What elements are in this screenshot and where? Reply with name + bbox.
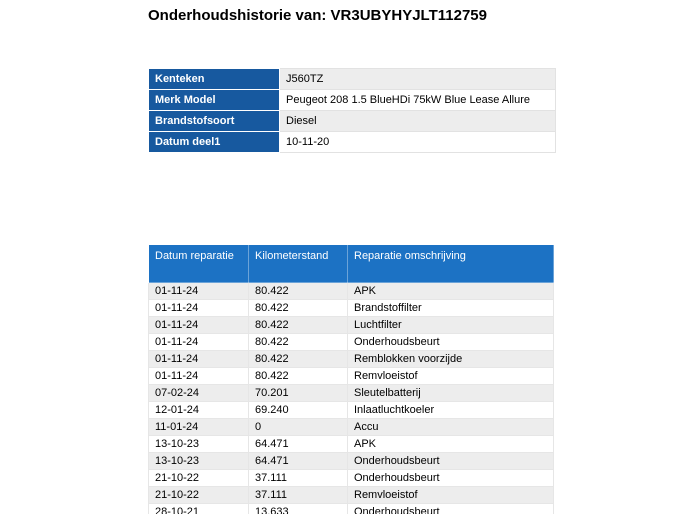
table-cell: Remvloeistof [348,368,554,385]
vehicle-info-table [148,68,556,153]
table-cell: 37.111 [249,470,348,487]
table-row [149,334,554,351]
table-cell: 13-10-23 [149,453,249,470]
table-cell: 80.422 [249,317,348,334]
table-cell: 80.422 [249,368,348,385]
row-value: Diesel [280,111,556,132]
column-header-kilometerstand: Kilometerstand [249,245,348,283]
table-cell: Sleutelbatterij [348,385,554,402]
table-cell: 13.633 [249,504,348,514]
table-cell: Remblokken voorzijde [348,351,554,368]
table-row [149,351,554,368]
table-row [149,419,554,436]
table-cell: Brandstoffilter [348,300,554,317]
table-cell: 11-01-24 [149,419,249,436]
table-cell: 21-10-22 [149,470,249,487]
table-cell: Onderhoudsbeurt [348,470,554,487]
table-cell: 80.422 [249,351,348,368]
table-cell: Onderhoudsbeurt [348,504,554,514]
table-cell: Luchtfilter [348,317,554,334]
table-row [149,453,554,470]
table-cell: 01-11-24 [149,317,249,334]
page-title: Onderhoudshistorie van: VR3UBYHYJLT112759 [148,7,487,24]
row-label: Brandstofsoort [149,111,280,132]
table-row [149,132,556,153]
row-label: Merk Model [149,90,280,111]
row-label: Datum deel1 [149,132,280,153]
table-row [149,470,554,487]
row-value: Peugeot 208 1.5 BlueHDi 75kW Blue Lease Allure [280,90,556,111]
table-cell: 28-10-21 [149,504,249,514]
table-cell: APK [348,436,554,453]
table-row [149,436,554,453]
row-label: Kenteken [149,69,280,90]
table-cell: Accu [348,419,554,436]
table-row [149,385,554,402]
table-cell: 13-10-23 [149,436,249,453]
table-cell: Remvloeistof [348,487,554,504]
table-cell: 80.422 [249,300,348,317]
table-row [149,90,556,111]
table-cell: 37.111 [249,487,348,504]
repair-history-table [148,244,554,514]
table-cell: Onderhoudsbeurt [348,334,554,351]
table-header-row [149,245,554,283]
table-cell: 12-01-24 [149,402,249,419]
row-value: J560TZ [280,69,556,90]
table-cell: 64.471 [249,436,348,453]
table-cell: 01-11-24 [149,334,249,351]
row-value: 10-11-20 [280,132,556,153]
repair-history-header [149,245,554,283]
table-cell: 01-11-24 [149,283,249,300]
table-row [149,487,554,504]
table-cell: 80.422 [249,283,348,300]
table-cell: 0 [249,419,348,436]
table-cell: APK [348,283,554,300]
table-cell: 70.201 [249,385,348,402]
table-row [149,317,554,334]
table-cell: 69.240 [249,402,348,419]
table-cell: 01-11-24 [149,368,249,385]
table-cell: Onderhoudsbeurt [348,453,554,470]
column-header-datum-reparatie: Datum reparatie [149,245,249,283]
table-row [149,504,554,514]
table-row [149,283,554,300]
table-row [149,69,556,90]
table-row [149,300,554,317]
table-cell: Inlaatluchtkoeler [348,402,554,419]
table-row [149,111,556,132]
table-cell: 07-02-24 [149,385,249,402]
column-header-reparatie-omschrijving: Reparatie omschrijving [348,245,554,283]
table-row [149,402,554,419]
table-cell: 64.471 [249,453,348,470]
table-cell: 01-11-24 [149,300,249,317]
vehicle-info-table-body [149,69,556,153]
table-cell: 21-10-22 [149,487,249,504]
table-row [149,368,554,385]
table-cell: 01-11-24 [149,351,249,368]
repair-history-table-body [149,283,554,514]
table-cell: 80.422 [249,334,348,351]
